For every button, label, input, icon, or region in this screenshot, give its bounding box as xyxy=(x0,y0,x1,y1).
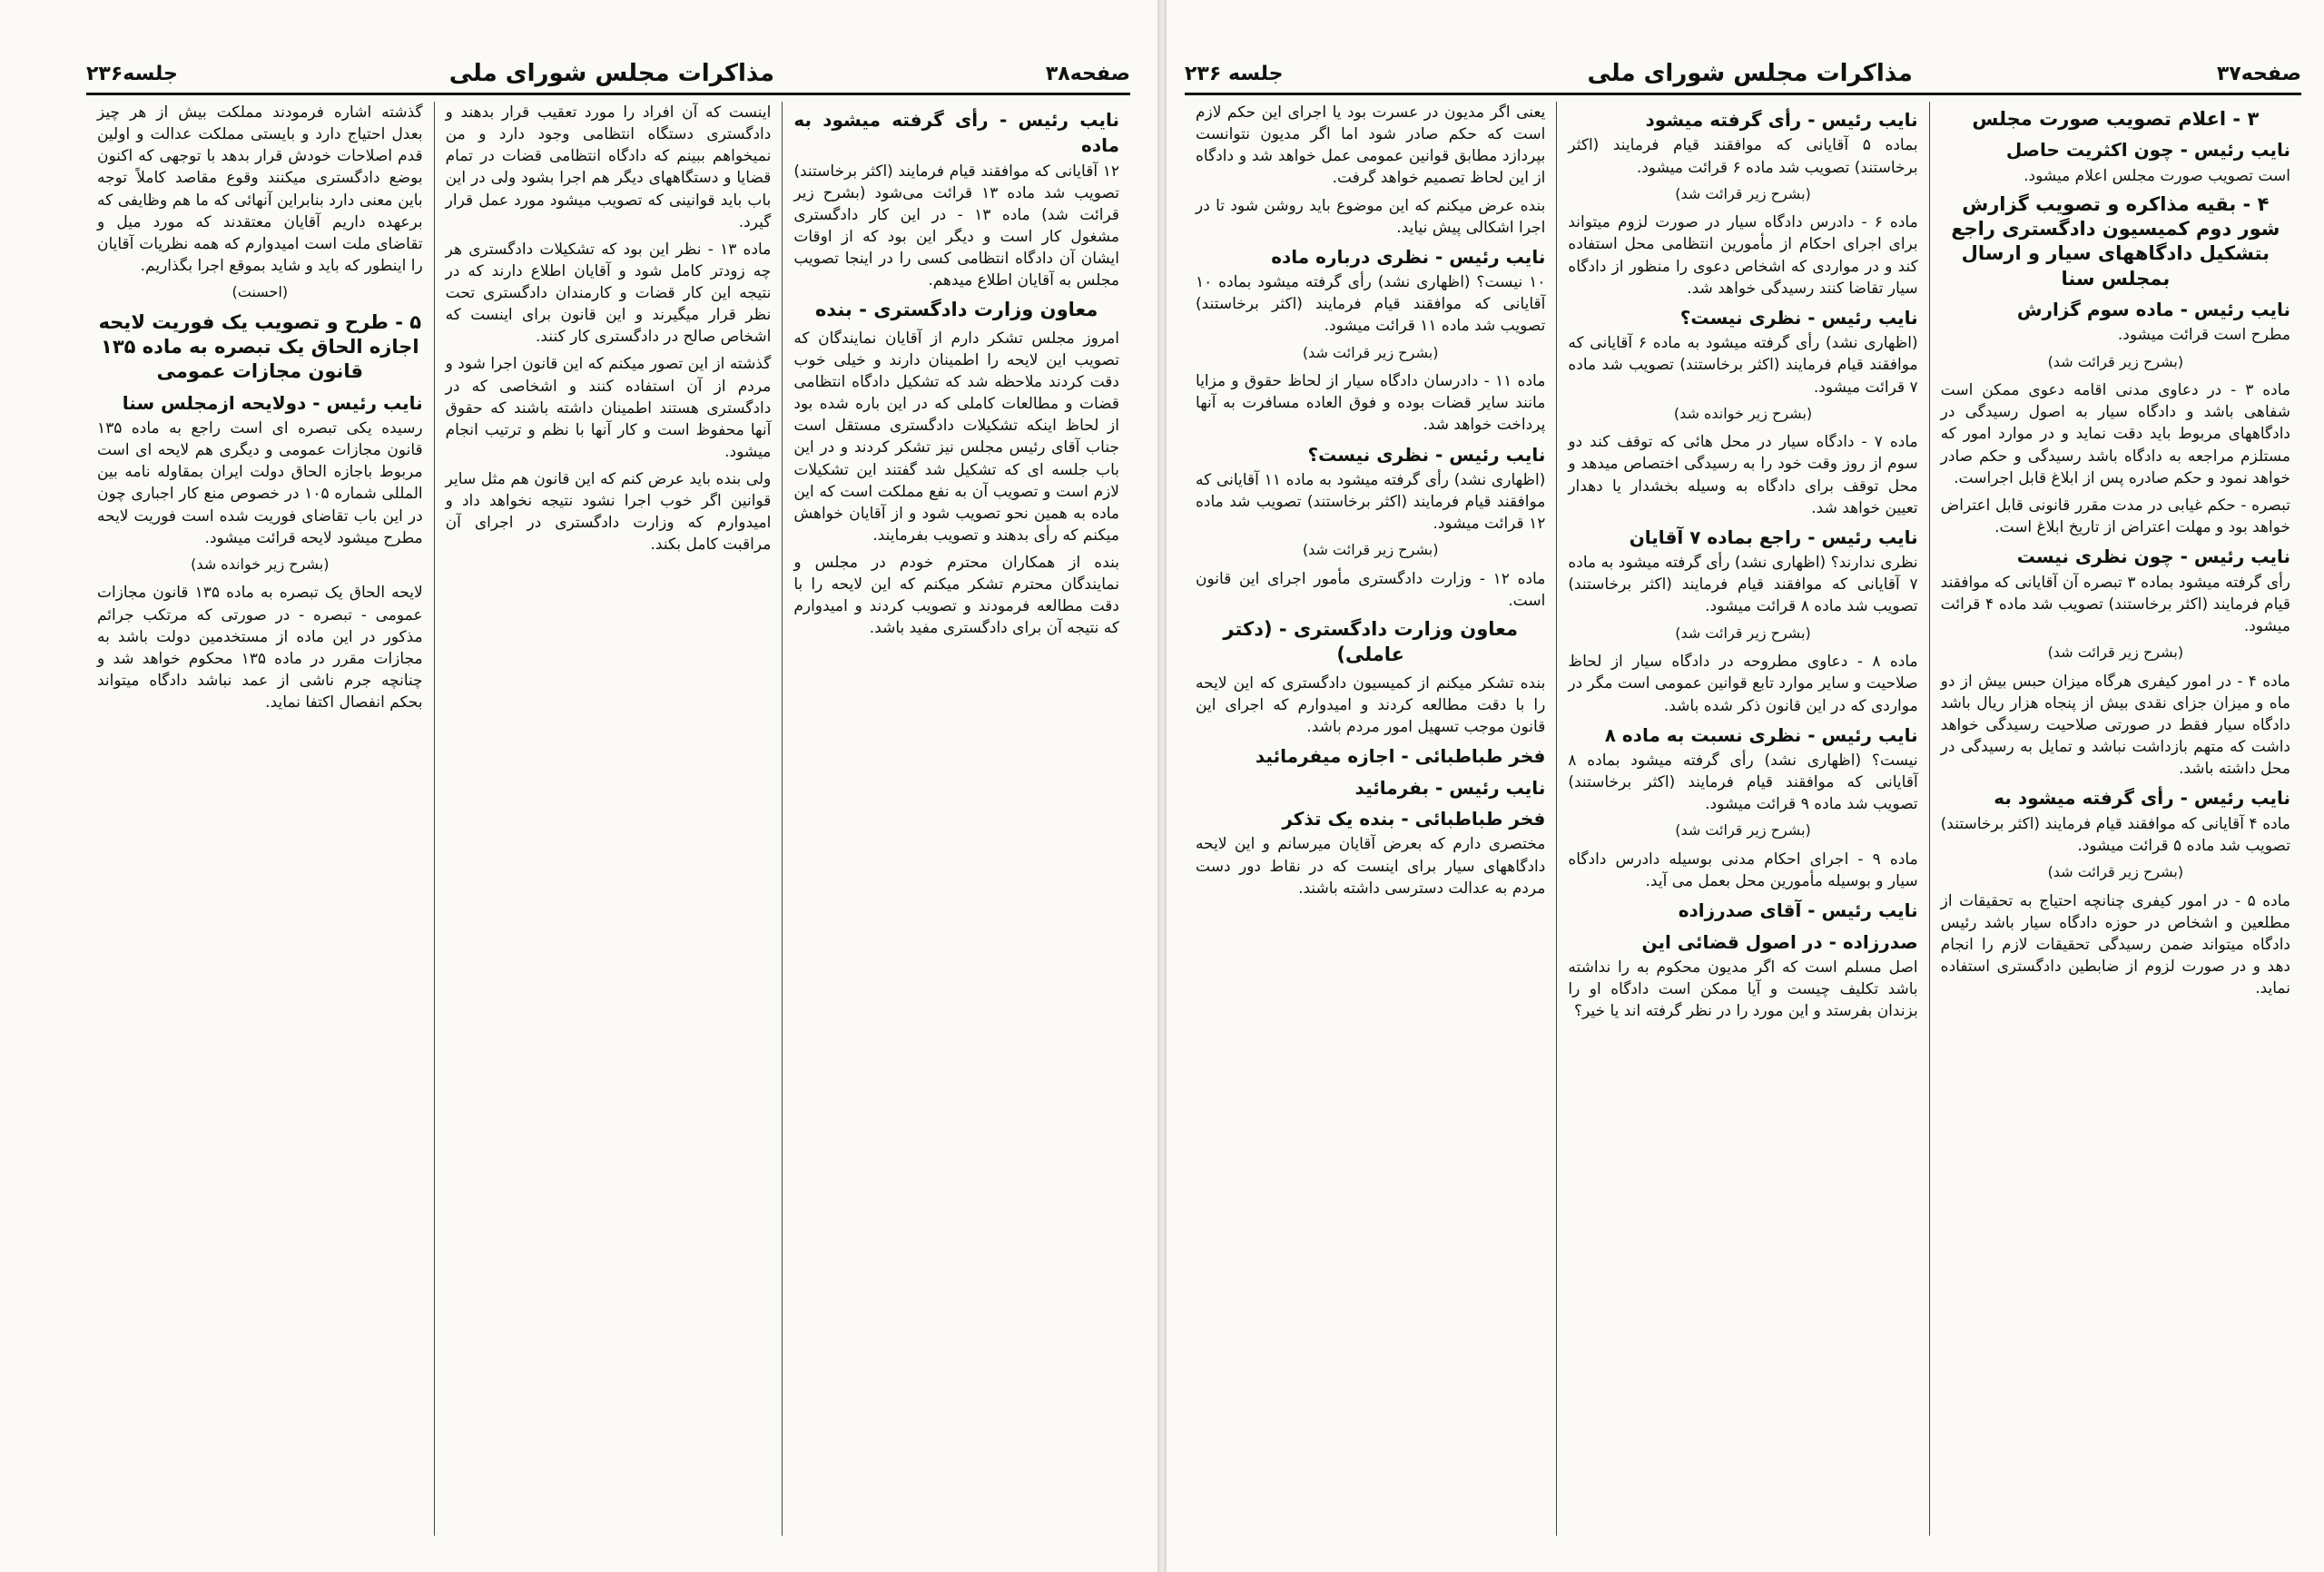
note: (بشرح زیر قرائت شد) xyxy=(1302,541,1439,559)
paragraph: ماده ۸ - دعاوی مطروحه در دادگاه سیار از لحاظ صلاحیت و سایر موارد تابع قوانین عمومی است مگر در مواردی که در این قانون ذکر شده باشد. xyxy=(1568,653,1918,715)
right-page xyxy=(1167,0,2324,1572)
speaker-line: نایب رئیس - نظری نیست؟ xyxy=(1679,306,1918,329)
note: (بشرح زیر قرائت شد) xyxy=(1675,184,1811,202)
left-page-header xyxy=(86,54,1130,95)
right-session-number: جلسه ۲۳۶ xyxy=(1185,62,1284,85)
speaker-line: نایب رئیس - دولایحه ازمجلس سنا xyxy=(122,391,423,414)
speaker-line: نایب رئیس - بفرمائید xyxy=(1354,776,1546,799)
paragraph: ۱۲ آقایانی که موافقند قیام فرمایند (اکثر برخاستند) تصویب شد ماده ۱۳ قرائت می‌شود (بشرح زیر قرائت شد) ماده ۱۳ - در این کار دادگستری مشغول کار است و دیگر این بود که از اوقات ایشان آن دادگاه انتظامی کسی را در اینجا تصویب مجلس به آقایان اطلاع میدهم. xyxy=(793,162,1119,290)
paragraph: ماده ۵ - در امور کیفری چنانچه احتیاج به تحقیقات از مطلعین و اشخاص در حوزه دادگاه سیار باشد رئیس دادگاه میتواند ضمن رسیدگی تحقیقات لازم را انجام دهد و در صورت لزوم از ضابطین دادگستری استفاده نماید. xyxy=(1940,891,2290,998)
right-col-1 xyxy=(1929,102,2301,1536)
left-page-number: صفحه۳۸ xyxy=(1045,62,1130,85)
note: (بشرح زیر خوانده شد) xyxy=(1673,404,1813,422)
book-gutter xyxy=(1157,0,1167,1572)
speaker-line: نایب رئیس - رأی گرفته میشود به ماده xyxy=(793,109,1119,157)
speaker-line: نایب رئیس - آقای صدرزاده xyxy=(1678,899,1918,922)
right-page-number: صفحه۳۷ xyxy=(2216,62,2301,85)
left-col-2 xyxy=(434,102,783,1536)
paragraph: اینست که آن افراد را مورد تعقیب قرار بدهند و دادگستری دستگاه انتظامی وجود دارد و من نمیخواهم ببینم که دادگاه انتظامی قضات در تمام قضایا و دستگاههای دیگر هم اجرا بشود ولی در این باب باید قوانینی که تصویب میشود مورد عمل قرار گیرد. xyxy=(445,103,772,231)
paragraph: ماده ۷ - دادگاه سیار در محل هائی که توقف کند دو سوم از روز وقت خود را به رسیدگی اختصاص میدهد و محل توقف برای دادگاه به وسیله بخشدار یا دهدار تعیین خواهد شد. xyxy=(1568,433,1918,517)
left-session-number: جلسه۲۳۶ xyxy=(86,62,178,85)
paragraph: ماده ۹ - اجرای احکام مدنی بوسیله دادرس دادگاه سیار و بوسیله مأمورین محل بعمل می آید. xyxy=(1568,850,1918,891)
paragraph: ولی بنده باید عرض کنم که این قانون هم مثل سایر قوانین اگر خوب اجرا نشود نتیجه نخواهد داد و امیدوارم که وزارت دادگستری در اجرای آن مراقبت کامل بکند. xyxy=(445,470,772,555)
section-heading: معاون وزارت دادگستری - بنده xyxy=(814,298,1098,320)
section-heading: معاون وزارت دادگستری - (دکتر عاملی) xyxy=(1223,618,1518,665)
section-heading: ۳ - اعلام تصویب صورت مجلس xyxy=(1972,108,2260,130)
paragraph: لایحه الحاق یک تبصره به ماده ۱۳۵ قانون مجازات عمومی - تبصره - در صورتی که مرتکب جرائم مذکور در این ماده از مستخدمین دولت باشد به مجازات مقرر در ماده ۱۳۵ محکوم خواهد شد و چنانچه جرم ناشی از عمد نباشد دادگاه میتواند بحکم انفصال اکتفا نماید. xyxy=(96,584,423,712)
note: (بشرح زیر قرائت شد) xyxy=(1675,821,1811,840)
paragraph: یعنی اگر مدیون در عسرت بود یا اجرای این حکم لازم است که حکم صادر شود اما اگر مدیون نتوانست بپردازد مطابق قوانین عمومی عمل خواهد شد و دادگاه از این لحاظ تصمیم خواهد گرفت. xyxy=(1196,103,1546,188)
paragraph: ماده ۴ - در امور کیفری هرگاه میزان حبس بیش از دو ماه و میزان جزای نقدی بیش از پنجاه هزار ریال باشد دادگاه سیار فقط در صورتی صلاحیت رسیدگی خواهد داشت که متهم بازداشت نباشد و تمایل به رسیدگی در محل داشته باشد. xyxy=(1940,672,2290,779)
speaker-line: فخر طباطبائی - بنده یک تذکر xyxy=(1282,808,1546,830)
right-page-title: مذاکرات مجلس شورای ملی xyxy=(1587,60,1913,87)
paragraph: مطرح است قرائت میشود. xyxy=(2117,326,2290,345)
speaker-line: نایب رئیس - نظری نیست؟ xyxy=(1307,443,1546,466)
paragraph: رأی گرفته میشود بماده ۳ تبصره آن آقایانی که موافقند قیام فرمایند (اکثر برخاستند) تصویب شد ماده ۴ قرائت میشود. xyxy=(1940,573,2291,635)
note: (بشرح زیر قرائت شد) xyxy=(2047,862,2184,880)
paragraph: ماده ۴ آقایانی که موافقند قیام فرمایند (اکثر برخاستند) تصویب شد ماده ۵ قرائت میشود. xyxy=(1940,814,2290,855)
paragraph: بنده عرض میکنم که این موضوع باید روشن شود تا در اجرا اشکالی پیش نیاید. xyxy=(1196,196,1546,237)
paragraph: رسیده یکی تبصره ای است راجع به ماده ۱۳۵ قانون مجازات عمومی و دیگری هم لایحه ای است مربوط باجازه الحاق دولت ایران بمقاوله نامه بین المللی شماره ۱۰۵ در خصوص منع کار اجباری چون در این باب تقاضای فوریت شده است فوریت لایحه مطرح میشود لایحه قرائت میشود. xyxy=(96,419,423,547)
right-page-header xyxy=(1185,54,2301,95)
note: (بشرح زیر قرائت شد) xyxy=(1675,624,1811,642)
paragraph: ماده ۱۲ - وزارت دادگستری مأمور اجرای این قانون است. xyxy=(1196,570,1546,611)
right-col-2 xyxy=(1556,102,1928,1536)
paragraph: گذشته از این تصور میکنم که این قانون اجرا شود و مردم از آن استفاده کنند و اشخاصی که در دادگستری هستند اطمینان داشته باشند که حقوق آنها محفوظ است و کار آنها با نظم و ترتیب انجام میشود. xyxy=(445,355,772,461)
paragraph: ماده ۱۳ - نظر این بود که تشکیلات دادگستری هر چه زودتر کامل شود و آقایان اطلاع دارند که در نتیجه این کار قضات و کارمندان دادگستری تحت نظر قرار میگیرند و این قانون برای اینست که اشخاص صالح در دادگستری کار کنند. xyxy=(445,240,772,347)
paragraph: بماده ۵ آقایانی که موافقند قیام فرمایند (اکثر برخاستند) تصویب شد ماده ۶ قرائت میشود. xyxy=(1568,136,1918,177)
speaker-line: نایب رئیس - ماده سوم گزارش xyxy=(2016,299,2290,320)
paragraph: (اظهاری نشد) رأی گرفته میشود به ماده ۶ آقایانی که موافقند قیام فرمایند (اکثر برخاستند) تصویب شد ماده ۷ قرائت میشود. xyxy=(1568,334,1918,397)
paragraph: اصل مسلم است که اگر مدیون محکوم به را نداشته باشد تکلیف چیست و آیا ممکن است دادگاه او را بزندان بفرستد و این مورد را در نظر گرفته اند یا خیر؟ xyxy=(1568,958,1918,1021)
speaker-line: صدرزاده - در اصول قضائی این xyxy=(1641,930,1918,953)
speaker-line: نایب رئیس - رأی گرفته میشود xyxy=(1645,109,1918,131)
note: (بشرح زیر خوانده شد) xyxy=(191,555,330,573)
right-col-3 xyxy=(1185,102,1556,1536)
speaker-line: نایب رئیس - راجع بماده ۷ آقایان xyxy=(1629,526,1918,548)
speaker-line: نایب رئیس - نظری درباره ماده xyxy=(1271,245,1546,268)
right-page-columns xyxy=(1185,102,2301,1554)
paragraph: نظری ندارند؟ (اظهاری نشد) رأی گرفته میشود به ماده ۷ آقایانی که موافقند قیام فرمایند (اکثر برخاستند) تصویب شد ماده ۸ قرائت میشود. xyxy=(1568,554,1918,616)
speaker-line: نایب رئیس - چون نظری نیست xyxy=(2016,545,2290,568)
paragraph: تبصره - حکم غیابی در مدت مقرر قانونی قابل اعتراض خواهد بود و مهلت اعتراض از تاریخ ابلاغ است. xyxy=(1940,496,2290,536)
note: (بشرح زیر قرائت شد) xyxy=(2047,643,2184,661)
paragraph: ماده ۱۱ - دادرسان دادگاه سیار از لحاظ حقوق و مزایا مانند سایر قضات بوده و فوق العاده مسافرت به آنها پرداخت خواهد شد. xyxy=(1196,372,1546,435)
left-page xyxy=(0,0,1157,1572)
section-heading: ۵ - طرح و تصویب یک فوریت لایحه اجازه الحاق یک تبصره به ماده ۱۳۵ قانون مجازات عمومی xyxy=(98,310,422,383)
paragraph: است تصویب صورت مجلس اعلام میشود. xyxy=(2024,166,2290,185)
left-col-3 xyxy=(86,102,434,1536)
left-page-columns xyxy=(86,102,1130,1554)
note: (بشرح زیر قرائت شد) xyxy=(1302,343,1439,361)
paragraph: امروز مجلس تشکر دارم از آقایان نمایندگان که تصویب این لایحه را اطمینان دارند و خیلی خوب دقت کردند ملاحظه شد که تشکیل دادگاه انتظامی قضات و مطالعات کاملی که در این باره شده بود از لحاظ اینکه تشکیلات دادگستری مستقل است جناب آقای رئیس مجلس نیز تشکر کردند و در این باب جلسه ای که تشکیل شد گفتند این تشکیلات لازم است و تصویب آن به نفع مملکت است که این ماده به همین نحو تصویب شود و از آقایان خواهش میکنم که رأی بدهند و تصویب بفرمایند. xyxy=(793,329,1119,545)
note: (بشرح زیر قرائت شد) xyxy=(2047,352,2184,370)
speaker-line: نایب رئیس - نظری نسبت به ماده ۸ xyxy=(1604,723,1918,746)
paragraph: ماده ۳ - در دعاوی مدنی اقامه دعوی ممکن است شفاهی باشد و دادگاه سیار به اصول رسیدگی در دادگاههای مربوط باید دقت نماید و در موارد امور که مستلزم مراجعه به دادگاه باشد رسیدگی و حکم صادر خواهد نمود و حکم صادره پس از ابلاغ قابل اجراست. xyxy=(1940,381,2290,487)
paragraph: ۱۰ نیست؟ (اظهاری نشد) رأی گرفته میشود بماده ۱۰ آقایانی که موافقند قیام فرمایند (اکثر برخاستند) تصویب شد ماده ۱۱ قرائت میشود. xyxy=(1196,273,1546,336)
speaker-line: نایب رئیس - چون اکثریت حاصل xyxy=(2005,139,2290,162)
paragraph: مختصری دارم که بعرض آقایان میرسانم و این لایحه دادگاههای سیار برای اینست که در نقاط دور دست مردم به عدالت دسترسی داشته باشند. xyxy=(1196,835,1546,898)
section-heading: ۴ - بقیه مذاکره و تصویب گزارش شور دوم کمیسیون دادگستری راجع بتشکیل دادگاههای سیار و ارسال بمجلس سنا xyxy=(1951,192,2280,290)
paragraph: بنده تشکر میکنم از کمیسیون دادگستری که این لایحه را با دقت مطالعه کردند و امیدوارم که اجرای این قانون موجب تسهیل امور مردم باشد. xyxy=(1196,673,1546,737)
paragraph: بنده از همکاران محترم خودم در مجلس و نمایندگان محترم تشکر میکنم که این لایحه را با دقت مطالعه فرمودند و تصویب کردند و امیدوارم که نتیجه آن برای دادگستری مفید باشد. xyxy=(793,554,1119,638)
speaker-line: نایب رئیس - رأی گرفته میشود به xyxy=(1994,787,2290,810)
paragraph: ماده ۶ - دادرس دادگاه سیار در صورت لزوم میتواند برای اجرای احکام از مأمورین انتظامی محل استفاده کند و در مواردی که اشخاص دعوی را منظور از دادگاه سیار تقاضا کنند رسیدگی خواهد شد. xyxy=(1568,213,1918,298)
left-page-title: مذاکرات مجلس شورای ملی xyxy=(448,60,775,87)
paragraph: گذشته اشاره فرمودند مملکت بیش از هر چیز بعدل احتیاج دارد و بایستی مملکت عدالت و اولین قدم اصلاحات خودش قرار بدهد با توجهی که اکنون بوضع دادگستری میکنند وقوع مقاصد کاملاً توجه باین معنی دارد بنابراین آنهائی که ما هم وظایفی که برعهده داریم آقایان معتقدند که مورد میل و تقاضای ملت است امیدوارم که همه نظریات آقایان را اینطور که باید و شاید بموقع اجرا بگذاریم. xyxy=(96,103,423,275)
paragraph: نیست؟ (اظهاری نشد) رأی گرفته میشود بماده ۸ آقایانی که موافقند قیام فرمایند (اکثر برخاستند) تصویب شد ماده ۹ قرائت میشود. xyxy=(1568,752,1918,814)
speaker-line: فخر طباطبائی - اجازه میفرمائید xyxy=(1255,745,1546,768)
note: (احسنت) xyxy=(231,283,289,300)
left-col-1 xyxy=(782,102,1130,1536)
paragraph: (اظهاری نشد) رأی گرفته میشود به ماده ۱۱ آقایانی که موافقند قیام فرمایند (اکثر برخاستند) تصویب شد ماده ۱۲ قرائت میشود. xyxy=(1196,471,1546,534)
